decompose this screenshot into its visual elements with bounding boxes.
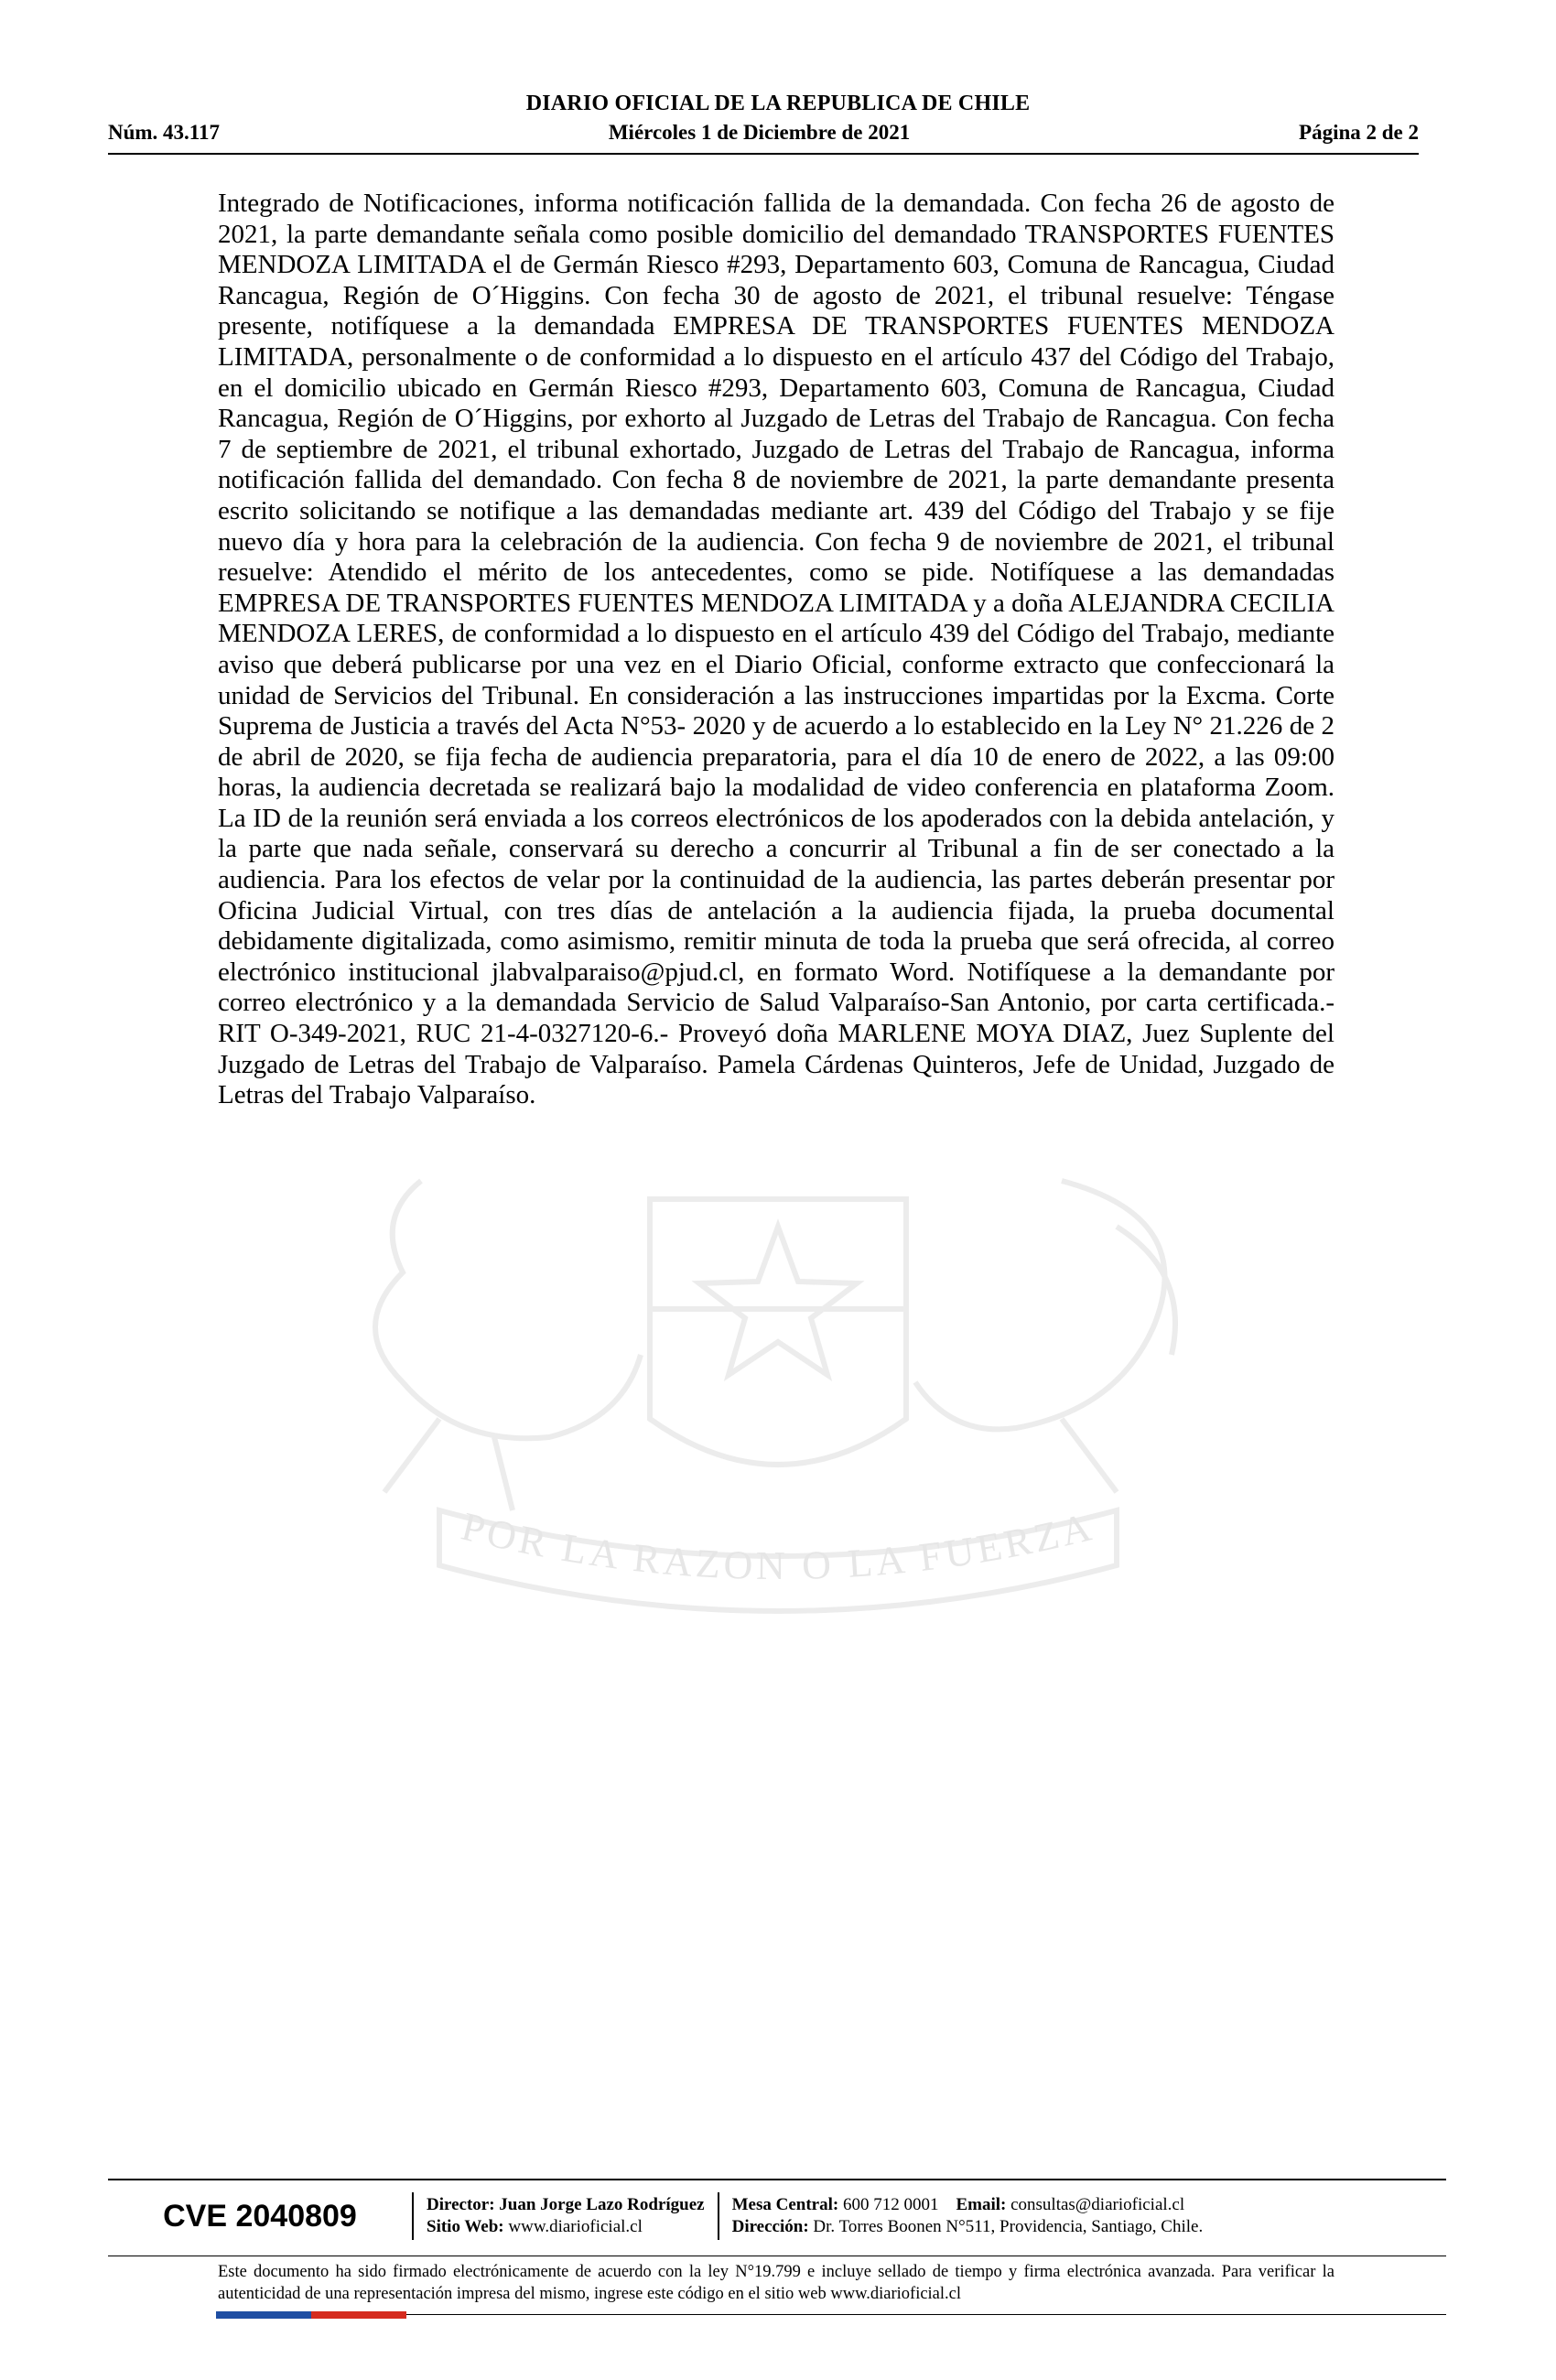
publication-title: DIARIO OFICIAL DE LA REPUBLICA DE CHILE xyxy=(525,92,1031,115)
footer-director-column xyxy=(414,2194,718,2238)
mesa-label: Mesa Central: xyxy=(731,2195,839,2214)
svg-text:POR LA RAZON O LA FUERZA xyxy=(458,1504,1099,1588)
footer-contact-column xyxy=(719,2194,1216,2238)
header-divider xyxy=(108,153,1419,155)
page-number: Página 2 de 2 xyxy=(1299,121,1419,144)
issue-number: Núm. 43.117 xyxy=(108,121,221,144)
footer-top-divider xyxy=(108,2179,1446,2180)
flag-blue-stripe xyxy=(216,2311,311,2319)
email-label: Email: xyxy=(956,2195,1007,2214)
web-label: Sitio Web: xyxy=(427,2217,504,2236)
issue-date: Miércoles 1 de Diciembre de 2021 xyxy=(608,121,911,144)
footer-bottom-divider xyxy=(406,2314,1446,2315)
director-label: Director: xyxy=(427,2195,495,2214)
notice-body: Integrado de Notificaciones, informa notificación fallida de la demandada. Con fecha 26 de agosto de 2021, la parte demandante señala como posible domicilio del demandado TRANSPORTES FUENTES MENDOZA LIMITADA el de Germán Riesco #293, Departamento 603, Comuna de Rancagua, Ciudad Rancagua, Región de O´Higgins. Con fecha 30 de agosto de 2021, el tribunal resuelve: Téngase presente, notifíquese a la demandada EMPRESA DE TRANSPORTES FUENTES MENDOZA LIMITADA, personalmente o de conformidad a lo dispuesto en el artículo 437 del Código del Trabajo, en el domicilio ubicado en Germán Riesco #293, Departamento 603, Comuna de Rancagua, Ciudad Rancagua, Región de O´Higgins, por exhorto al Juzgado de Letras del Trabajo de Rancagua. Con fecha 7 de septiembre de 2021, el tribunal exhortado, Juzgado de Letras del Trabajo de Rancagua, informa notificación fallida del demandado. Con fecha 8 de noviembre de 2021, la parte demandante presenta escrito solicitando se notifique a las demandadas mediante art. 439 del Código del Trabajo y se fije nuevo día y hora para la celebración de la audiencia. Con fecha 9 de noviembre de 2021, el tribunal resuelve: Atendido el mérito de los antecedentes, como se pide. Notifíquese a las demandadas EMPRESA DE TRANSPORTES FUENTES MENDOZA LIMITADA y a doña ALEJANDRA CECILIA MENDOZA LERES, de conformidad a lo dispuesto en el artículo 439 del Código del Trabajo, mediante aviso que deberá publicarse por una vez en el Diario Oficial, conforme extracto que confeccionará la unidad de Servicios del Tribunal. En consideración a las instrucciones impartidas por la Excma. Corte Suprema de Justicia a través del Acta N°53- 2020 y de acuerdo a lo establecido en la Ley N° 21.226 de 2 de abril de 2020, se fija fecha de audiencia preparatoria, para el día 10 de enero de 2022, a las 09:00 horas, la audiencia decretada se realizará bajo la modalidad de video conferencia en plataforma Zoom. La ID de la reunión será enviada a los correos electrónicos de los apoderados con la debida antelación, y la parte que nada señale, conservará su derecho a concurrir al Tribunal a fin de ser conectado a la audiencia. Para los efectos de velar por la continuidad de la audiencia, las partes deberán presentar por Oficina Judicial Virtual, con tres días de antelación a la audiencia fijada, la prueba documental debidamente digitalizada, como asimismo, remitir minuta de toda la prueba que será ofrecida, al correo electrónico institucional jlabvalparaiso@pjud.cl, en formato Word. Notifíquese a la demandante por correo electrónico y a la demandada Servicio de Salud Valparaíso-San Antonio, por carta certificada.- RIT O-349-2021, RUC 21-4-0327120-6.- Proveyó doña MARLENE MOYA DIAZ, Juez Suplente del Juzgado de Letras del Trabajo de Valparaíso. Pamela Cárdenas Quinteros, Jefe de Unidad, Juzgado de Letras del Trabajo Valparaíso. xyxy=(218,189,1334,1110)
footer-info-box xyxy=(108,2186,1446,2246)
flag-stripe-icon xyxy=(216,2311,406,2319)
motto-text: POR LA RAZON O LA FUERZA xyxy=(457,1503,1099,1589)
director-name: Juan Jorge Lazo Rodríguez xyxy=(499,2195,705,2214)
signature-note: Este documento ha sido firmado electrónicamente de acuerdo con la ley N°19.799 e incluye sellado de tiempo y firma electrónica avanzada. Para verificar la autenticidad de una representación impresa del mismo, ingrese este código en el sitio web www.diarioficial.cl xyxy=(218,2263,1334,2303)
coat-of-arms-watermark-icon xyxy=(238,1144,1318,1712)
address-label: Dirección: xyxy=(731,2217,809,2236)
address-value: Dr. Torres Boonen N°511, Providencia, Santiago, Chile. xyxy=(813,2217,1204,2236)
email-address[interactable]: consultas@diarioficial.cl xyxy=(1010,2195,1185,2214)
mesa-phone: 600 712 0001 xyxy=(842,2195,939,2214)
web-url[interactable]: www.diarioficial.cl xyxy=(508,2217,643,2236)
header-row xyxy=(108,121,1419,145)
cve-code: CVE 2040809 xyxy=(163,2198,357,2234)
flag-red-stripe xyxy=(311,2311,406,2319)
